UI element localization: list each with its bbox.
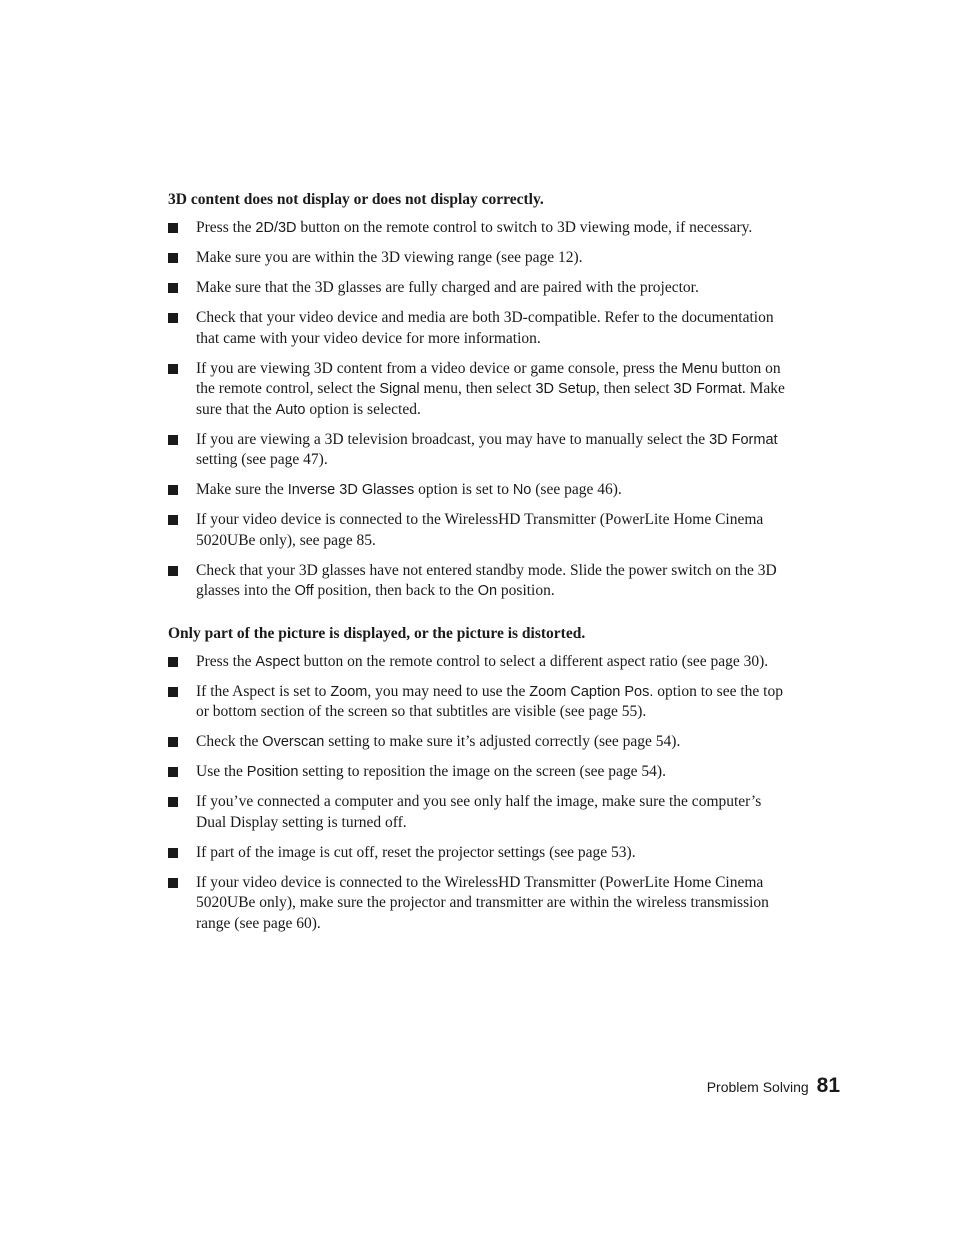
list-item	[168, 652, 788, 673]
square-bullet-icon	[168, 848, 178, 858]
ui-term: No	[512, 482, 532, 498]
list-item	[168, 843, 788, 864]
item-text: Press the	[196, 219, 256, 236]
item-text: option to see the top or bottom section of the screen so that subtitles are visible (see page 55).	[196, 682, 783, 720]
square-bullet-icon	[168, 364, 178, 374]
square-bullet-icon	[168, 283, 178, 293]
section-heading: 3D content does not display or does not display correctly.	[168, 191, 544, 208]
page-number: 81	[816, 1074, 840, 1097]
square-bullet-icon	[168, 797, 178, 807]
square-bullet-icon	[168, 737, 178, 747]
list-item	[168, 308, 788, 349]
square-bullet-icon	[168, 566, 178, 576]
list-item	[168, 430, 788, 471]
item-text: Press the	[196, 652, 256, 670]
item-text: Check that your video device and media are both 3D-compatible. Refer to the documentation that came with your video device for more information.	[196, 309, 774, 347]
square-bullet-icon	[168, 878, 178, 888]
square-bullet-icon	[168, 313, 178, 323]
list-item	[168, 510, 788, 551]
section-3d-content	[168, 190, 788, 602]
item-text: If your video device is connected to the WirelessHD Transmitter (PowerLite Home Cinema 5020UBe only), see page 85.	[196, 511, 764, 549]
item-text: menu, then select	[419, 380, 536, 397]
ui-term: Position	[246, 764, 299, 780]
item-text: position.	[497, 582, 555, 599]
ui-term: Off	[294, 583, 314, 599]
item-text: If the Aspect is set to	[196, 682, 331, 700]
item-text: If you are viewing a 3D television broadcast, you may have to manually select the	[196, 430, 710, 448]
item-text: button on the remote control, select the	[196, 359, 781, 397]
item-text: setting to make sure it’s adjusted correctly (see page 54).	[324, 733, 681, 750]
item-text: Make sure the	[196, 481, 288, 498]
item-text: button on the remote control to switch to 3D viewing mode, if necessary.	[296, 219, 753, 236]
ui-term: Menu	[681, 360, 718, 377]
item-text: If you are viewing 3D content from a video device or game console, press the	[196, 359, 682, 377]
list-item	[168, 762, 788, 783]
item-text: Use the	[196, 763, 247, 780]
bullet-list	[168, 652, 788, 935]
list-item	[168, 278, 788, 299]
item-text: , then select	[595, 380, 674, 397]
ui-term: 3D Setup	[535, 381, 596, 397]
list-item	[168, 248, 788, 269]
item-text: . Make sure that the	[196, 380, 785, 418]
list-item	[168, 359, 788, 421]
square-bullet-icon	[168, 223, 178, 233]
item-text: option is selected.	[305, 400, 421, 418]
item-text: If you’ve connected a computer and you see only half the image, make sure the computer’s Dual Display setting is turned off.	[196, 793, 762, 831]
list-item	[168, 873, 788, 935]
ui-term: Zoom	[330, 683, 368, 700]
ui-term: Zoom Caption Pos.	[529, 683, 654, 700]
item-text: If your video device is connected to the WirelessHD Transmitter (PowerLite Home Cinema 5020UBe only), make sure the projector and transmitter are within the wireless transmission range (see page 60).	[196, 873, 769, 932]
item-text: , you may need to use the	[367, 682, 530, 700]
list-item	[168, 561, 788, 602]
square-bullet-icon	[168, 515, 178, 525]
footer-section-name: Problem Solving	[706, 1079, 809, 1095]
item-text: Make sure that the 3D glasses are fully charged and are paired with the projector.	[196, 279, 699, 296]
item-text: Make sure you are within the 3D viewing range (see page 12).	[196, 249, 583, 266]
ui-term: Aspect	[255, 653, 300, 670]
section-heading: Only part of the picture is displayed, or the picture is distorted.	[168, 624, 586, 642]
square-bullet-icon	[168, 657, 178, 667]
item-text: setting to reposition the image on the screen (see page 54).	[298, 763, 666, 780]
square-bullet-icon	[168, 767, 178, 777]
item-text: (see page 46).	[531, 481, 622, 498]
page-footer	[707, 1074, 840, 1098]
ui-term: 3D Format	[709, 431, 778, 448]
item-text: If part of the image is cut off, reset the projector settings (see page 53).	[196, 843, 636, 861]
item-text: button on the remote control to select a different aspect ratio (see page 30).	[299, 652, 769, 670]
list-item	[168, 792, 788, 833]
item-text: position, then back to the	[313, 582, 478, 599]
ui-term: 3D Format	[673, 381, 742, 397]
square-bullet-icon	[168, 687, 178, 697]
ui-term: On	[477, 583, 498, 599]
list-item	[168, 682, 788, 723]
page-content	[168, 190, 788, 944]
item-text: Check the	[196, 733, 263, 750]
square-bullet-icon	[168, 253, 178, 263]
list-item	[168, 480, 788, 501]
item-text: setting (see page 47).	[196, 451, 328, 468]
ui-term: Overscan	[262, 734, 325, 750]
ui-term: 2D/3D	[255, 220, 297, 236]
square-bullet-icon	[168, 435, 178, 445]
ui-term: Signal	[379, 381, 420, 397]
square-bullet-icon	[168, 485, 178, 495]
item-text: option is set to	[414, 481, 513, 498]
bullet-list	[168, 218, 788, 602]
ui-term: Inverse 3D Glasses	[287, 482, 415, 498]
list-item	[168, 218, 788, 239]
item-text: Check that your 3D glasses have not entered standby mode. Slide the power switch on the 3D glasses into the	[196, 561, 777, 599]
ui-term: Auto	[275, 401, 306, 418]
section-partial-picture	[168, 624, 788, 935]
list-item	[168, 732, 788, 753]
